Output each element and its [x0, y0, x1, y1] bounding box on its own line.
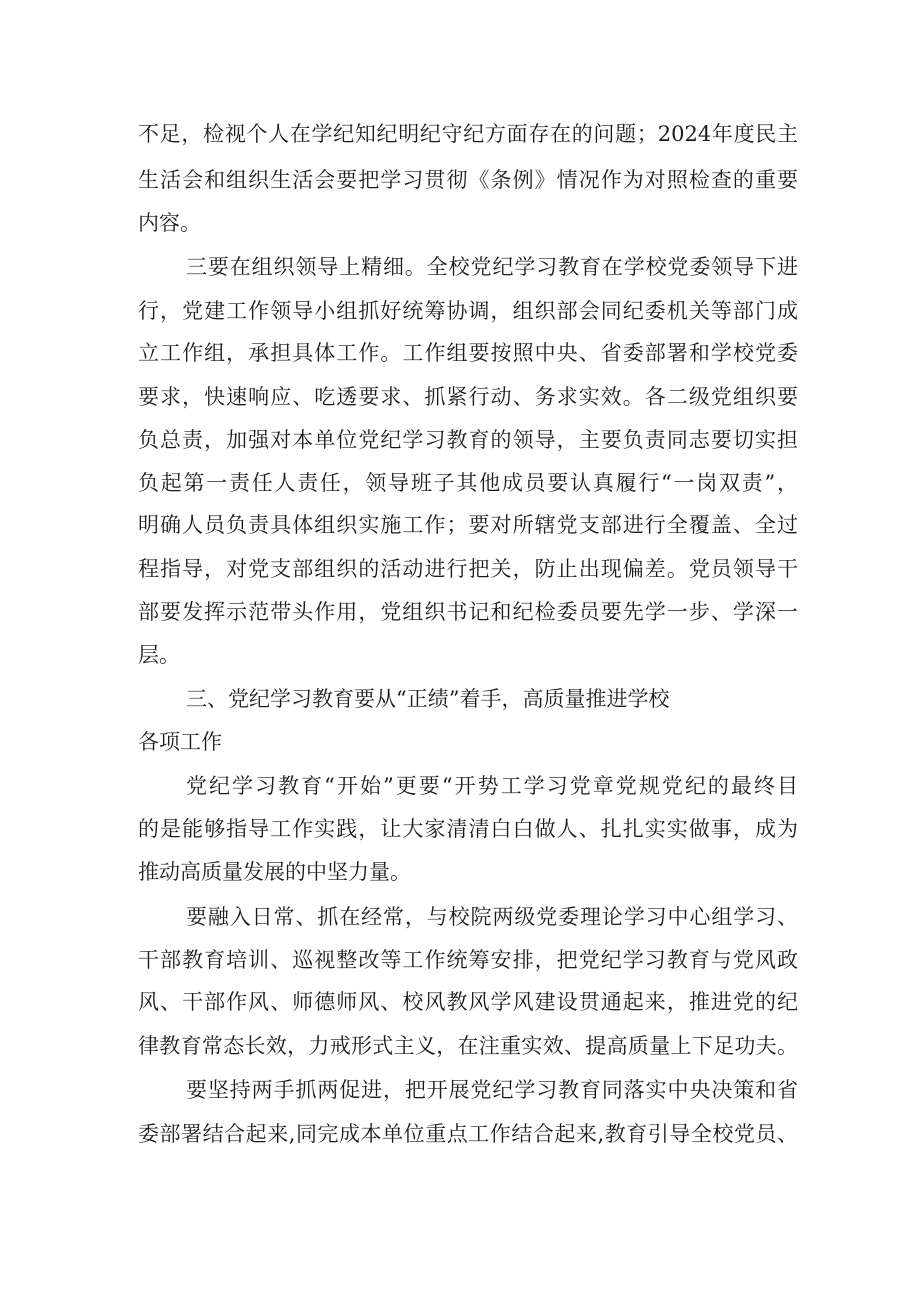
paragraph-line: 不足，检视个人在学纪知纪明纪守纪方面存在的问题；2024年度民主 [138, 122, 798, 146]
paragraph-line: 推动高质量发展的中坚力量。 [138, 860, 411, 884]
paragraph-line: 负起第一责任人责任，领导班子其他成员要认真履行“一岗双责”， [138, 471, 798, 495]
paragraph-line: 层。 [138, 643, 180, 667]
paragraph-line: 明确人员负责具体组织实施工作；要对所辖党支部进行全覆盖、全过 [138, 513, 798, 537]
paragraph-line: 律教育常态长效，力戒形式主义，在注重实效、提高质量上下足功夫。 [138, 1034, 798, 1058]
paragraph-line: 委部署结合起来,同完成本单位重点工作结合起来,教育引导全校党员、 [138, 1122, 798, 1146]
paragraph-line: 负总责，加强对本单位党纪学习教育的领导，主要负责同志要切实担 [138, 428, 798, 452]
paragraph-line: 的是能够指导工作实践，让大家清清白白做人、扎扎实实做事，成为 [138, 817, 798, 841]
paragraph-line: 行，党建工作领导小组抓好统筹协调，组织部会同纪委机关等部门成 [138, 299, 798, 323]
paragraph-line: 立工作组，承担具体工作。工作组要按照中央、省委部署和学校党委 [138, 341, 798, 365]
paragraph-line: 生活会和组织生活会要把学习贯彻《条例》情况作为对照检查的重要 [138, 168, 798, 192]
paragraph-line: 党纪学习教育“开始”更要“开势工学习党章党规党纪的最终目 [186, 774, 798, 798]
paragraph-line: 部要发挥示范带头作用，党组织书记和纪检委员要先学一步、学深一 [138, 600, 798, 624]
paragraph-line: 内容。 [138, 211, 201, 235]
paragraph-line: 要融入日常、抓在经常，与校院两级党委理论学习中心组学习、 [186, 905, 798, 929]
paragraph-line: 程指导，对党支部组织的活动进行把关，防止出现偏差。党员领导干 [138, 557, 798, 581]
paragraph-line: 风、干部作风、师德师风、校风教风学风建设贯通起来，推进党的纪 [138, 990, 798, 1014]
section-heading-line: 三、党纪学习教育要从“正绩”着手，高质量推进学校 [186, 687, 670, 711]
section-heading-line: 各项工作 [138, 730, 222, 754]
paragraph-line: 要坚持两手抓两促进，把开展党纪学习教育同落实中央决策和省 [186, 1078, 798, 1102]
paragraph-line: 干部教育培训、巡视整改等工作统筹安排，把党纪学习教育与党风政 [138, 948, 798, 972]
paragraph-line: 要求，快速响应、吃透要求、抓紧行动、务求实效。各二级党组织要 [138, 385, 798, 409]
paragraph-line: 三要在组织领导上精细。全校党纪学习教育在学校党委领导下进 [186, 255, 798, 279]
